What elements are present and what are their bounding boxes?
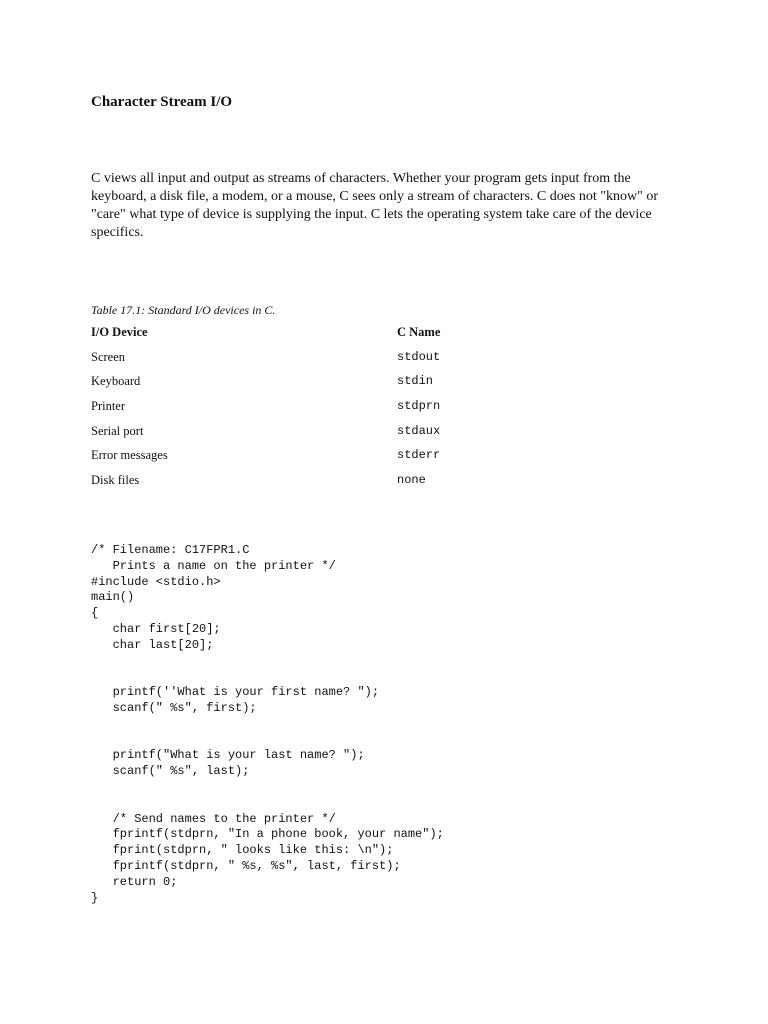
table-caption: Table 17.1: Standard I/O devices in C.	[91, 303, 276, 317]
column-header-io-device: I/O Device	[91, 325, 148, 339]
device-cell: Printer	[91, 399, 126, 414]
cname-cell: stdin	[397, 374, 434, 389]
cname-cell: none	[397, 473, 426, 488]
cname-cell: stdaux	[397, 423, 441, 438]
device-cell: Disk files	[91, 473, 140, 488]
code-listing: /* Filename: C17FPR1.C Prints a name on the printer */ #include <stdio.h> main() { char first[20]; char last[20]; printf(''What is your first name? "); scanf(" %s", first); printf("What is your last name? "); scanf(" %s", last); /* Send names to the printer */ fprintf(stdprn, "In a phone book, your name"); fprint(stdprn, " looks like this: \n"); fprintf(stdprn, " %s, %s", last, first); return 0; }	[91, 543, 444, 905]
cname-cell: stdout	[397, 349, 441, 364]
table-row	[91, 448, 491, 473]
column-header-c-name: C Name	[397, 325, 441, 339]
io-devices-table	[91, 325, 491, 498]
table-row	[91, 374, 491, 399]
device-cell: Screen	[91, 349, 126, 364]
intro-paragraph: C views all input and output as streams of characters. Whether your program gets input from the keyboard, a disk file, a modem, or a mouse, C sees only a stream of characters. C does not "know" or "care" what type of device is supplying the input. C lets the operating system take care of the device specifics.	[91, 171, 658, 240]
cname-cell: stdprn	[397, 399, 441, 414]
device-cell: Keyboard	[91, 374, 141, 389]
table-row	[91, 424, 491, 449]
section-heading: Character Stream I/O	[91, 94, 233, 110]
table-row	[91, 399, 491, 424]
device-cell: Error messages	[91, 448, 168, 463]
device-cell: Serial port	[91, 423, 144, 438]
table-row	[91, 350, 491, 375]
cname-cell: stderr	[397, 448, 441, 463]
table-header-row	[91, 325, 491, 350]
table-row	[91, 473, 491, 498]
